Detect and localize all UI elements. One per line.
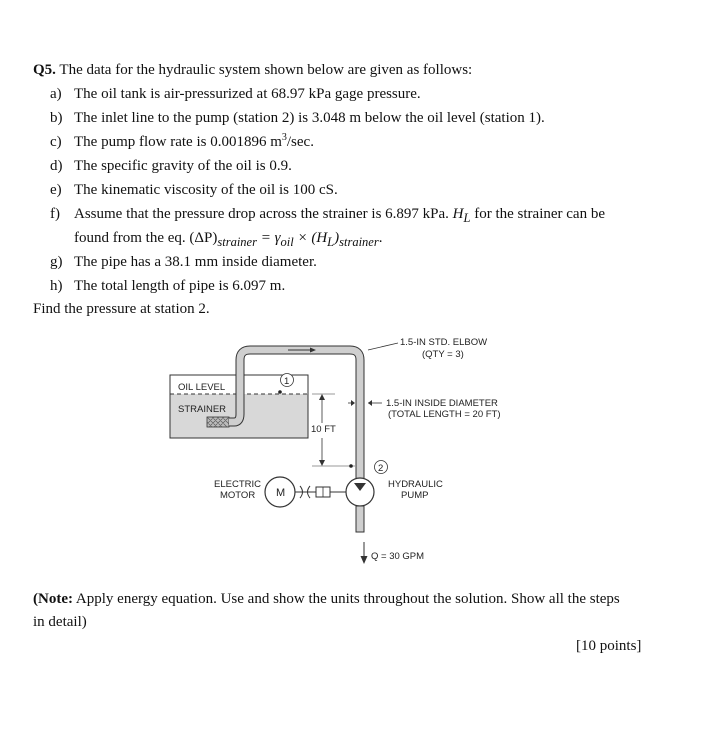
pump-label: HYDRAULIC [388, 479, 443, 490]
note-text: Apply energy equation. Use and show the units throughout the solution. Show all the steps [72, 591, 620, 607]
flow-out-arrow [361, 556, 368, 564]
list-item: g) The pipe has a 38.1 mm inside diameter. [50, 254, 317, 270]
station-2-point [349, 464, 353, 468]
note-line [33, 591, 620, 608]
strainer-label: STRAINER [178, 404, 227, 415]
list-item: f) Assume that the pressure drop across the strainer is 6.897 kPa. $H_L$ for the strainer can be [50, 206, 605, 225]
hydraulic-pump [346, 478, 374, 506]
station-2-label: 2 [378, 463, 384, 474]
list-item: b) The inlet line to the pump (station 2) is 3.048 m below the oil level (station 1). [50, 110, 545, 126]
pump-label-2: PUMP [401, 490, 429, 501]
question-heading [33, 62, 472, 79]
list-item: h) The total length of pipe is 6.097 m. [50, 278, 286, 294]
equation-line: found from the eq. $(\Delta P)_{strainer} = \gamma_{oil} \times (H_L)_{strainer}$. [74, 230, 383, 249]
elbow-label: 1.5-IN STD. ELBOW [400, 337, 488, 348]
dim-arrow-up [319, 394, 325, 400]
height-label: 10 FT [311, 424, 336, 435]
list-item: c) The pump flow rate is 0.001896 $m^3/\sec$. [50, 132, 314, 150]
pipe-dim-left-head [351, 400, 355, 406]
oil-level-label: OIL LEVEL [178, 382, 226, 393]
list-item: e) The kinematic viscosity of the oil is 100 cS. [50, 182, 338, 198]
note-line-2: in detail) [33, 614, 87, 630]
dim-arrow-down [319, 460, 325, 466]
elbow-qty-label: (QTY = 3) [422, 349, 464, 360]
motor-label: ELECTRIC [214, 479, 261, 490]
pipe-length-label: (TOTAL LENGTH = 20 FT) [388, 409, 501, 420]
station-1-label: 1 [284, 376, 290, 387]
flow-rate-label: Q = 30 GPM [371, 551, 425, 562]
list-item: a) The oil tank is air-pressurized at 68.97 kPa gage pressure. [50, 86, 421, 102]
note-label: (Note: [33, 591, 73, 607]
question-intro: The data for the hydraulic system shown below are given as follows: [55, 62, 473, 78]
elbow-leader [368, 343, 398, 350]
pipe-diameter-label: 1.5-IN INSIDE DIAMETER [386, 398, 498, 409]
list-item: d) The specific gravity of the oil is 0.9. [50, 158, 292, 174]
station-1-point [278, 390, 282, 394]
pipe-dim-right-head [368, 400, 372, 406]
points-label: [10 points] [576, 638, 642, 654]
motor-label-2: MOTOR [220, 490, 256, 501]
question-number: Q5. [33, 62, 56, 78]
find-statement: Find the pressure at station 2. [33, 301, 210, 317]
outlet-pipe [356, 506, 364, 532]
motor-symbol: M [276, 487, 286, 499]
hydraulic-system-diagram [150, 330, 530, 575]
